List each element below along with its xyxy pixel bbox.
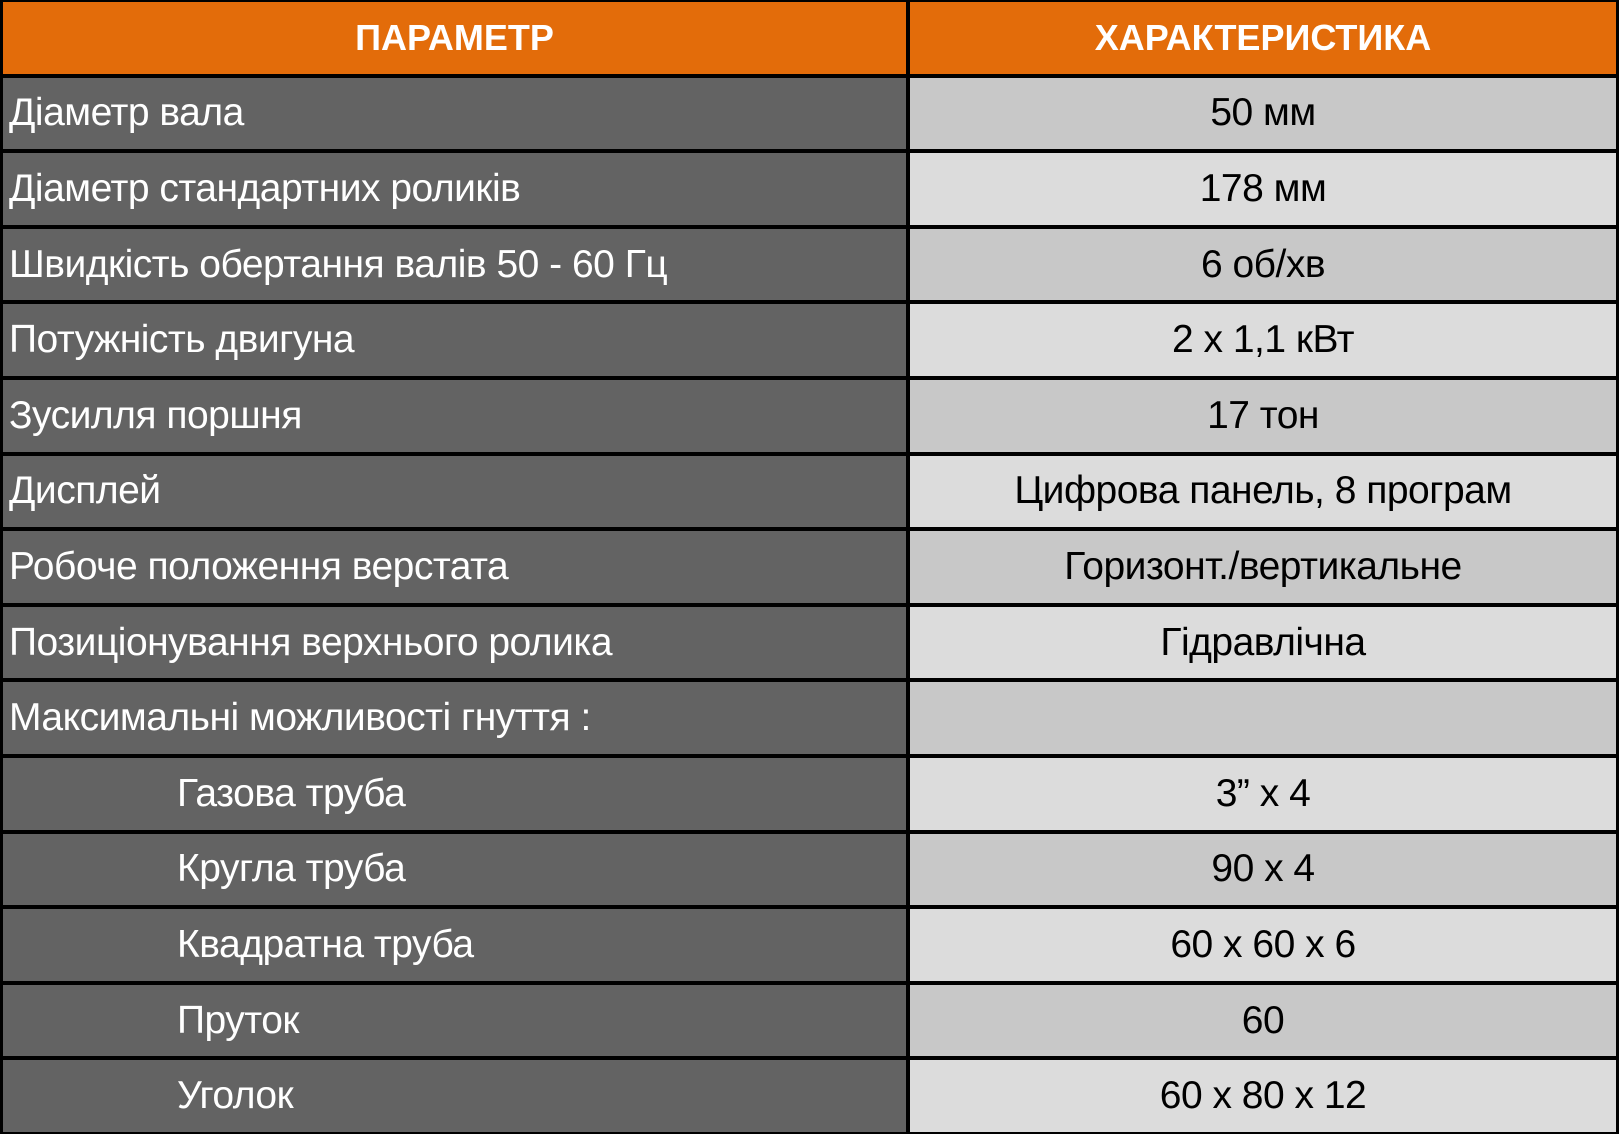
- value-working-position: Горизонт./вертикальне: [910, 531, 1616, 603]
- param-display: Дисплей: [3, 456, 906, 528]
- param-shaft-speed: Швидкість обертання валів 50 - 60 Гц: [3, 229, 906, 301]
- param-gas-pipe: Газова труба: [3, 758, 906, 830]
- param-roller-diameter: Діаметр стандартних роликів: [3, 153, 906, 225]
- param-max-bending: Максимальні можливості гнуття :: [3, 682, 906, 754]
- param-top-roller-positioning: Позиціонування верхнього ролика: [3, 607, 906, 679]
- param-working-position: Робоче положення верстата: [3, 531, 906, 603]
- value-round-pipe: 90 х 4: [910, 834, 1616, 906]
- value-piston-force: 17 тон: [910, 380, 1616, 452]
- param-bar: Пруток: [3, 985, 906, 1057]
- header-characteristic: ХАРАКТЕРИСТИКА: [910, 2, 1616, 74]
- param-round-pipe: Кругла труба: [3, 834, 906, 906]
- value-max-bending: [910, 682, 1616, 754]
- value-angle: 60 х 80 х 12: [910, 1060, 1616, 1132]
- value-roller-diameter: 178 мм: [910, 153, 1616, 225]
- value-shaft-speed: 6 об/хв: [910, 229, 1616, 301]
- value-bar: 60: [910, 985, 1616, 1057]
- value-square-pipe: 60 х 60 х 6: [910, 909, 1616, 981]
- value-display: Цифрова панель, 8 програм: [910, 456, 1616, 528]
- value-gas-pipe: 3” х 4: [910, 758, 1616, 830]
- param-square-pipe: Квадратна труба: [3, 909, 906, 981]
- param-shaft-diameter: Діаметр вала: [3, 78, 906, 150]
- header-parameter: ПАРАМЕТР: [3, 2, 906, 74]
- value-top-roller-positioning: Гідравлічна: [910, 607, 1616, 679]
- param-piston-force: Зусилля поршня: [3, 380, 906, 452]
- param-motor-power: Потужність двигуна: [3, 304, 906, 376]
- param-angle: Уголок: [3, 1060, 906, 1132]
- value-motor-power: 2 х 1,1 кВт: [910, 304, 1616, 376]
- value-shaft-diameter: 50 мм: [910, 78, 1616, 150]
